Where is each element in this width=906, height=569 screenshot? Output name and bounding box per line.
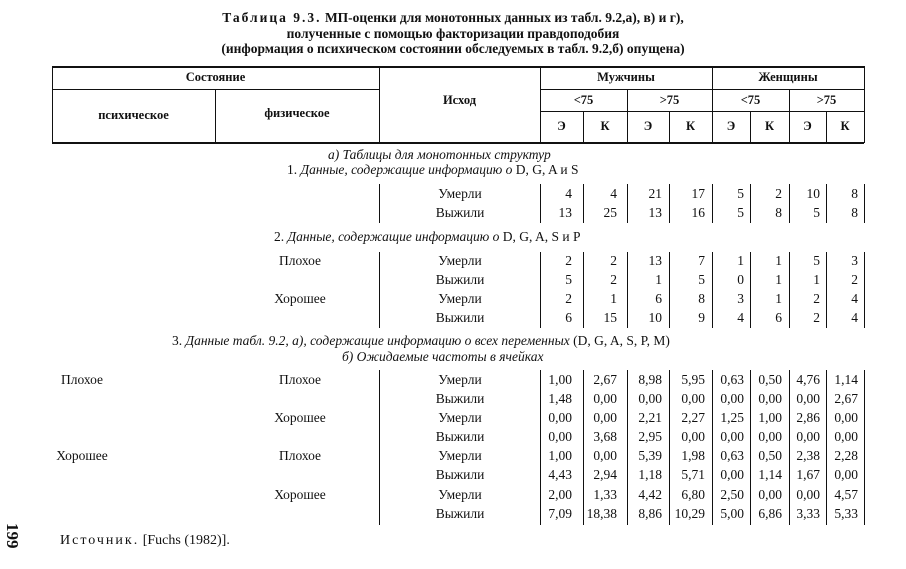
table-title-line1: МП-оценки для монотонных данных из табл. 9.2,а), в) и г), <box>324 10 684 25</box>
table-cell-value: 0,00 <box>796 487 820 502</box>
table-cell-value: 2,21 <box>638 410 662 425</box>
table-cell-value: 5,39 <box>638 448 662 463</box>
table-title-line2: полученные с помощью факторизации правдоподобия <box>286 26 620 41</box>
outcome-label: Умерли <box>438 291 482 306</box>
table-cell-value: 6 <box>565 310 572 325</box>
table-cell-value: 7,09 <box>548 506 572 521</box>
outcome-label: Умерли <box>438 372 482 387</box>
table-cell-value: 2 <box>851 272 858 287</box>
table-cell-value: 0,50 <box>758 448 782 463</box>
header-women-age-gt75: >75 <box>816 93 837 107</box>
table-cell-value: 2 <box>610 253 617 268</box>
header-state: Состояние <box>185 70 246 84</box>
table-cell-value: 5,95 <box>681 372 705 387</box>
table-cell-value: 0 <box>737 272 744 287</box>
column-divider <box>583 184 584 223</box>
table-cell-value: 2 <box>813 310 820 325</box>
header-physical: физическое <box>264 106 330 120</box>
table-cell-value: 0,00 <box>758 487 782 502</box>
table-cell-value: 1 <box>775 291 782 306</box>
column-divider <box>379 370 380 525</box>
column-divider <box>750 370 751 525</box>
page-number: 199 <box>3 523 22 549</box>
table-cell-value: 0,00 <box>593 448 617 463</box>
outcome-label: Выжили <box>435 391 485 406</box>
table-cell-value: 1,00 <box>548 448 572 463</box>
table-cell-value: 5 <box>737 186 744 201</box>
physical-state-label: Плохое <box>278 253 322 268</box>
table-cell-value: 5 <box>813 205 820 220</box>
table-cell-value: 8,98 <box>638 372 662 387</box>
table-cell-value: 3 <box>737 291 744 306</box>
table-cell-value: 4 <box>851 310 858 325</box>
table-cell-value: 2,86 <box>796 410 820 425</box>
column-divider <box>826 252 827 328</box>
table-cell-value: 0,63 <box>720 372 744 387</box>
source-text: [Fuchs (1982)]. <box>142 533 230 548</box>
header-e: Э <box>803 119 812 133</box>
physical-state-label: Хорошее <box>274 291 326 306</box>
table-cell-value: 1,48 <box>548 391 572 406</box>
column-divider <box>583 252 584 328</box>
table-cell-value: 3 <box>851 253 858 268</box>
column-divider <box>669 252 670 328</box>
column-divider <box>789 370 790 525</box>
table-title-line3: (информация о психическом состоянии обследуемых в табл. 9.2,б) опущена) <box>221 41 685 56</box>
section-b-title: б) Ожидаемые частоты в ячейках <box>342 349 544 364</box>
table-cell-value: 0,00 <box>720 391 744 406</box>
column-divider <box>540 252 541 328</box>
table-cell-value: 0,00 <box>758 391 782 406</box>
table-cell-value: 1 <box>610 291 617 306</box>
section-3-title: 3. Данные табл. 9.2, а), содержащие информацию о всех переменных (D, G, A, S, P, M) <box>172 333 670 348</box>
table-cell-value: 13 <box>648 253 662 268</box>
header-k: К <box>600 119 610 133</box>
header-men-age-lt75: <75 <box>573 93 594 107</box>
table-cell-value: 10,29 <box>674 506 705 521</box>
column-divider <box>712 370 713 525</box>
table-cell-value: 0,00 <box>548 429 572 444</box>
section-a-title: а) Таблицы для монотонных структур <box>328 147 551 162</box>
table-cell-value: 2 <box>610 272 617 287</box>
table-cell-value: 2,27 <box>681 410 705 425</box>
header-e: Э <box>557 119 566 133</box>
table-cell-value: 2,38 <box>796 448 820 463</box>
mental-state-label: Хорошее <box>56 448 108 463</box>
table-cell-value: 1,00 <box>758 410 782 425</box>
table-cell-value: 5 <box>565 272 572 287</box>
header-women-age-lt75: <75 <box>740 93 761 107</box>
table-cell-value: 1,98 <box>681 448 705 463</box>
column-divider <box>712 184 713 223</box>
table-cell-value: 15 <box>603 310 617 325</box>
section-2-title: 2. Данные, содержащие информацию о D, G, A, S и P <box>274 229 581 244</box>
table-cell-value: 3,68 <box>593 429 617 444</box>
table-cell-value: 4,57 <box>834 487 858 502</box>
table-cell-value: 0,00 <box>758 429 782 444</box>
table-cell-value: 2 <box>565 253 572 268</box>
table-cell-value: 0,00 <box>834 410 858 425</box>
table-cell-value: 4,76 <box>796 372 820 387</box>
column-divider <box>669 370 670 525</box>
table-cell-value: 13 <box>648 205 662 220</box>
header-men: Мужчины <box>597 70 655 84</box>
column-divider <box>540 370 541 525</box>
column-divider <box>864 252 865 328</box>
header-e: Э <box>643 119 653 133</box>
table-cell-value: 1,14 <box>758 467 782 482</box>
table-cell-value: 1,67 <box>796 467 820 482</box>
physical-state-label: Плохое <box>278 372 322 387</box>
outcome-label: Выжили <box>435 310 485 325</box>
outcome-label: Умерли <box>438 253 482 268</box>
table-cell-value: 1,18 <box>638 467 662 482</box>
table-cell-value: 0,00 <box>720 467 744 482</box>
table-cell-value: 6 <box>655 291 662 306</box>
table-cell-value: 0,00 <box>796 429 820 444</box>
table-cell-value: 2,94 <box>593 467 617 482</box>
table-cell-value: 0,00 <box>638 391 662 406</box>
header-k: К <box>685 119 696 133</box>
table-cell-value: 17 <box>691 186 705 201</box>
table-cell-value: 2 <box>565 291 572 306</box>
table-cell-value: 2,50 <box>720 487 744 502</box>
outcome-label: Умерли <box>438 186 482 201</box>
outcome-label: Выжили <box>435 429 485 444</box>
table-cell-value: 8 <box>775 205 782 220</box>
outcome-label: Выжили <box>435 272 485 287</box>
physical-state-label: Хорошее <box>274 410 326 425</box>
table-cell-value: 6,80 <box>681 487 705 502</box>
table-cell-value: 0,00 <box>548 410 572 425</box>
table-cell-value: 18,38 <box>586 506 617 521</box>
column-divider <box>669 184 670 223</box>
column-divider <box>379 252 380 328</box>
outcome-label: Умерли <box>438 448 482 463</box>
outcome-label: Умерли <box>438 410 482 425</box>
outcome-label: Выжили <box>435 467 485 482</box>
table-cell-value: 0,00 <box>593 410 617 425</box>
physical-state-label: Плохое <box>278 448 322 463</box>
table-cell-value: 5,00 <box>720 506 744 521</box>
table-cell-value: 8 <box>698 291 705 306</box>
mental-state-label: Плохое <box>60 372 104 387</box>
table-cell-value: 1,00 <box>548 372 572 387</box>
column-divider <box>750 252 751 328</box>
table-cell-value: 1,33 <box>593 487 617 502</box>
table-cell-value: 10 <box>806 186 820 201</box>
table-cell-value: 2,67 <box>593 372 617 387</box>
table-cell-value: 4 <box>851 291 858 306</box>
column-divider <box>864 184 865 223</box>
physical-state-label: Хорошее <box>274 487 326 502</box>
table-cell-value: 1 <box>737 253 744 268</box>
table-cell-value: 0,63 <box>720 448 744 463</box>
table-cell-value: 1 <box>813 272 820 287</box>
table-cell-value: 2 <box>775 186 782 201</box>
table-cell-value: 5 <box>813 253 820 268</box>
table-cell-value: 4,42 <box>638 487 662 502</box>
table-cell-value: 4,43 <box>548 467 572 482</box>
header-k: К <box>840 119 850 133</box>
table-cell-value: 16 <box>691 205 705 220</box>
header-e: Э <box>726 119 736 133</box>
column-divider <box>583 370 584 525</box>
table-cell-value: 10 <box>648 310 662 325</box>
table-cell-value: 2,00 <box>548 487 572 502</box>
table-cell-value: 21 <box>648 186 662 201</box>
source-label: Источник. <box>60 533 140 548</box>
table-title-prefix: Таблица 9.3. <box>222 10 322 25</box>
source-note <box>60 533 230 549</box>
table-cell-value: 4 <box>565 186 572 201</box>
table-cell-value: 1,14 <box>834 372 858 387</box>
header-men-age-gt75: >75 <box>659 93 680 107</box>
table-cell-value: 0,00 <box>834 467 858 482</box>
header-mental: психическое <box>98 108 169 122</box>
column-divider <box>789 252 790 328</box>
table-cell-value: 2,28 <box>834 448 858 463</box>
table-cell-value: 5,33 <box>834 506 858 521</box>
header-women: Женщины <box>758 70 818 84</box>
column-divider <box>379 184 380 223</box>
column-divider <box>540 184 541 223</box>
table-cell-value: 25 <box>603 205 617 220</box>
table-cell-value: 0,50 <box>758 372 782 387</box>
column-divider <box>627 184 628 223</box>
column-divider <box>864 370 865 525</box>
table-title <box>0 10 906 25</box>
column-divider <box>627 370 628 525</box>
table-cell-value: 2 <box>813 291 820 306</box>
header-k: К <box>764 119 775 133</box>
table-cell-value: 0,00 <box>720 429 744 444</box>
header-outcome: Исход <box>442 93 477 107</box>
table-cell-value: 0,00 <box>796 391 820 406</box>
column-divider <box>627 252 628 328</box>
table-cell-value: 8 <box>851 186 858 201</box>
table-cell-value: 2,95 <box>638 429 662 444</box>
table-cell-value: 3,33 <box>796 506 820 521</box>
table-cell-value: 1 <box>655 272 662 287</box>
table-cell-value: 9 <box>698 310 705 325</box>
table-cell-value: 1 <box>775 253 782 268</box>
table-cell-value: 0,00 <box>681 391 705 406</box>
table-cell-value: 4 <box>737 310 744 325</box>
table-cell-value: 0,00 <box>593 391 617 406</box>
table-cell-value: 1 <box>775 272 782 287</box>
table-cell-value: 4 <box>610 186 617 201</box>
table-cell-value: 5,71 <box>681 467 705 482</box>
table-cell-value: 13 <box>558 205 572 220</box>
table-cell-value: 2,67 <box>834 391 858 406</box>
column-divider <box>750 184 751 223</box>
table-cell-value: 6 <box>775 310 782 325</box>
table-cell-value: 8,86 <box>638 506 662 521</box>
outcome-label: Умерли <box>438 487 482 502</box>
table-cell-value: 0,00 <box>681 429 705 444</box>
column-divider <box>826 184 827 223</box>
outcome-label: Выжили <box>435 506 485 521</box>
table-cell-value: 5 <box>737 205 744 220</box>
section-1-title: 1. Данные, содержащие информацию о D, G, A и S <box>287 162 579 177</box>
table-cell-value: 0,00 <box>834 429 858 444</box>
outcome-label: Выжили <box>435 205 485 220</box>
table-cell-value: 6,86 <box>758 506 782 521</box>
table-cell-value: 7 <box>698 253 705 268</box>
table-cell-value: 8 <box>851 205 858 220</box>
column-divider <box>712 252 713 328</box>
table-cell-value: 1,25 <box>720 410 744 425</box>
table-cell-value: 5 <box>698 272 705 287</box>
column-divider <box>826 370 827 525</box>
column-divider <box>789 184 790 223</box>
